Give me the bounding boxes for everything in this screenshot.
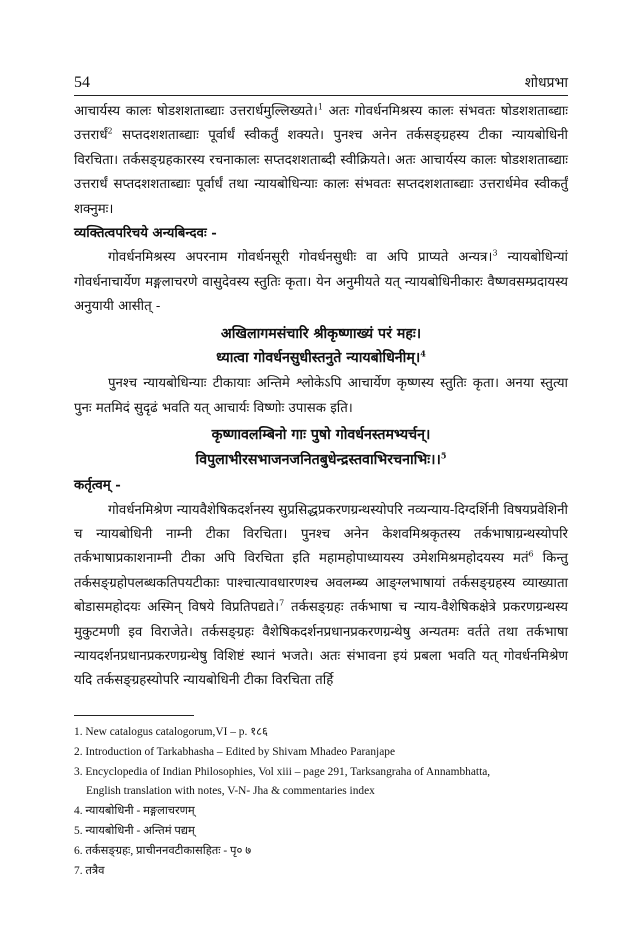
footnote-ref-2: 2 [107, 126, 113, 136]
section-heading-personality: व्यक्तित्वपरिचये अन्यबिन्दवः - [74, 226, 217, 242]
footnote-ref-6: 6 [528, 549, 534, 559]
footnote-3: 3. Encyclopedia of Indian Philosophies, Vol xiii – page 291, Tarksangraha of Annambhatta, [74, 765, 491, 778]
footnote-ref-5: 5 [440, 449, 447, 460]
section-heading-authorship: कर्तृत्वम् - [74, 478, 121, 494]
footnote-7: 7. तत्रैव [74, 864, 105, 877]
paragraph-1: आचार्यस्य कालः षोडशशताब्द्याः उत्तरार्धमुल्लिख्यते।$^1$ अतः गोवर्धनमिश्रस्य कालः संभवतः षोडशशताब्द्याः उत्तरार्धं$^2$ सप्तदशशताब्द्याः पूर्वार्धं स्वीकर्तुं शक्यते। पुनश्च अनेन तर्कसङ्ग्रहस्य टीका न्यायबोधिनी विरचिता। तर्कसङ्ग्रहकारस्य रचनाकालः सप्तदशशताब्दी स्वीक्रियते। अतः आचार्यस्य कालः षोडशशताब्द्याः उत्तरार्धं सप्तदशशताब्द्याः पूर्वार्धं तथा न्यायबोधिन्याः कालः संभवतः सप्तदशशताब्द्याः उत्तरार्धमेव स्वीकर्तुं शक्नुमः। [74, 102, 568, 217]
page-header [74, 70, 568, 92]
main-text [74, 100, 568, 694]
header-rule [74, 95, 568, 96]
verse-2-line-1: कृष्णावलम्बिनो गाः पुषो गोवर्धनस्तमभ्यर्चन्। [211, 427, 431, 444]
paragraph-4: गोवर्धनमिश्रेण न्यायवैशेषिकदर्शनस्य सुप्रसिद्धप्रकरणग्रन्थस्योपरि नव्यन्याय-दिग्दर्शिनी विषयप्रवेशिनी च न्यायबोधिनी नाम्नी टीका विरचिता। पुनश्च अनेन केशवमिश्रकृतस्य तर्कभाषाग्रन्थस्योपरि तर्कभाषाप्रकाशनाम्नी टीका अपि विरचिता इति महामहोपाध्यायस्य उमेशमिश्रमहोदयस्य मतं$^6$ किन्तु तर्कसङ्ग्रहोपलब्धकतिपयटीकाः पाश्चात्यावधारणश्च अवलम्ब्य आङ्ग्लभाषायां तर्कसङ्ग्रहस्य व्याख्याता बोडासमहोदयः अस्मिन् विषये विप्रतिपद्यते।$^7$ तर्कसङ्ग्रहः तर्कभाषा च न्याय-वैशेषिकक्षेत्रे प्रकरणग्रन्थस्य मुकुटमणी इव विराजेते। तर्कसङ्ग्रहः वैशेषिकदर्शनप्रधानप्रकरणग्रन्थेषु अन्यतमः वर्तते तथा तर्कभाषा न्यायदर्शनप्रधानप्रकरणग्रन्थेषु विशिष्टं स्थानं भजते। अतः संभावना इयं प्रबला भवति यत् गोवर्धनमिश्रेण यदि तर्कसङ्ग्रहस्योपरि न्यायबोधिनी टीका विरचिता तर्हि [74, 502, 569, 689]
footnote-2: 2. Introduction of Tarkabhasha – Edited by Shivam Mhadeo Paranjape [74, 745, 396, 758]
paragraph-3: पुनश्च न्यायबोधिन्याः टीकायाः अन्तिमे श्लोकेऽपि आचार्येण कृष्णस्य स्तुतिः कृता। अनया स्तुत्या पुनः मतमिदं सुदृढं भवति यत् आचार्यः विष्णोः उपासक इति। [74, 376, 568, 416]
verse-final [74, 423, 568, 472]
footnote-6: 6. तर्कसङ्ग्रहः, प्राचीननवटीकासहितः - पृ० ७ [74, 844, 252, 857]
footnote-ref-1: 1 [317, 102, 323, 112]
footnotes [74, 723, 568, 881]
footnote-ref-3: 3 [492, 249, 498, 259]
footnote-1: 1. New catalogus catalogorum,VI – p. १८६ [74, 726, 268, 738]
journal-title: शोधप्रभा [524, 75, 568, 91]
footnote-4: 4. न्यायबोधिनी - मङ्गलाचरणम् [74, 805, 195, 818]
footnote-ref-7: 7 [279, 598, 285, 608]
footnote-ref-4: 4 [420, 348, 426, 359]
paragraph-2: गोवर्धनमिश्रस्य अपरनाम गोवर्धनसूरी गोवर्धनसुधीः वा अपि प्राप्यते अन्यत्र।$^3$ न्यायबोधिन्यां गोवर्धनाचार्येण मङ्गलाचरणे वासुदेवस्य स्तुतिः कृता। येन अनुमीयते यत् न्यायबोधिनीकारः वैष्णवसम्प्रदायस्य अनुयायी आसीत् - [74, 249, 568, 315]
verse-mangalacharana [74, 322, 568, 371]
verse-1-line-2: ध्यात्वा गोवर्धनसुधीस्तनुते न्यायबोधिनीम्।$^4$ [216, 348, 426, 367]
footnote-rule [74, 715, 194, 716]
page-number: 54 [74, 74, 90, 91]
verse-1-line-1: अखिलागमसंचारि श्रीकृष्णाख्यं परं महः। [220, 325, 422, 342]
footnote-3-continued: English translation with notes, V-N- Jha & commentaries index [86, 785, 375, 798]
verse-2-line-2: विपुलाभीरसभाजनजनितबुधेन्द्रस्तवाभिरचनाभिः।।$^5$ [195, 449, 447, 468]
footnote-5: 5. न्यायबोधिनी - अन्तिमं पद्यम् [74, 824, 195, 837]
